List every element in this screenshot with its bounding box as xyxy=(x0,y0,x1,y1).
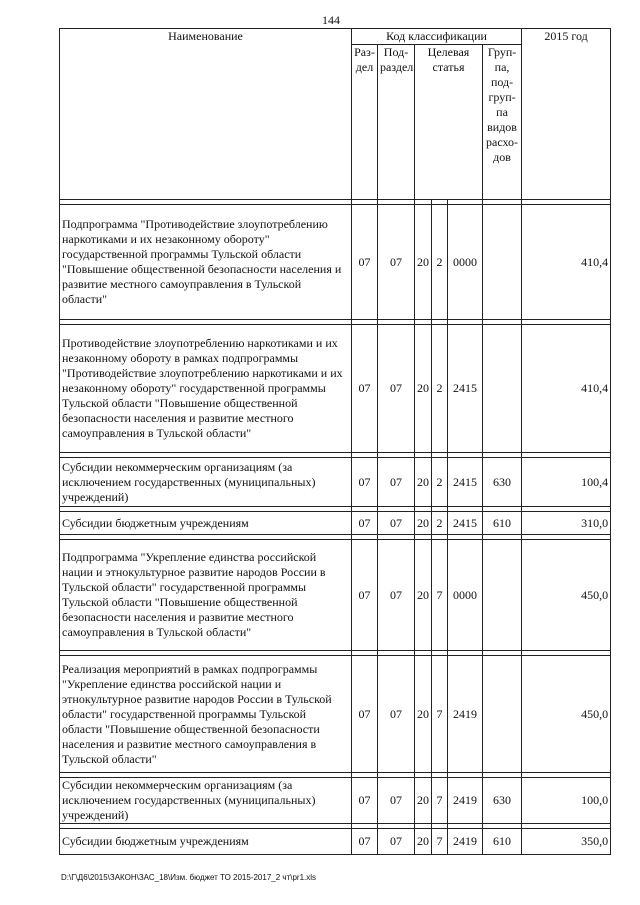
cell-name: Субсидии бюджетным учреждениям xyxy=(60,829,352,855)
header-year: 2015 год xyxy=(522,29,611,200)
cell-target-subprogram: 2 xyxy=(432,458,448,507)
header-section: Раз- дел xyxy=(352,45,378,200)
cell-expense-group xyxy=(483,540,522,651)
cell-subsection: 07 xyxy=(378,325,415,453)
cell-subsection: 07 xyxy=(378,512,415,535)
cell-amount: 100,0 xyxy=(522,778,611,824)
header-name: Наименование xyxy=(60,29,352,200)
cell-expense-group: 630 xyxy=(483,458,522,507)
cell-amount: 310,0 xyxy=(522,512,611,535)
cell-target-subprogram: 7 xyxy=(432,540,448,651)
header-group: Груп- па, под- груп- па видов расхо- дов xyxy=(483,45,522,200)
cell-target-direction: 2419 xyxy=(448,656,483,773)
cell-section: 07 xyxy=(352,656,378,773)
table-row xyxy=(60,512,611,535)
cell-name: Субсидии некоммерческим организациям (за исключением государственных (муниципальных) учреждений) xyxy=(60,778,352,824)
cell-target-program: 20 xyxy=(415,458,432,507)
cell-subsection: 07 xyxy=(378,205,415,320)
cell-expense-group xyxy=(483,656,522,773)
cell-expense-group: 630 xyxy=(483,778,522,824)
budget-table xyxy=(59,28,611,855)
cell-target-direction: 2415 xyxy=(448,325,483,453)
cell-expense-group: 610 xyxy=(483,512,522,535)
cell-name: Подпрограмма "Укрепление единства российской нации и этнокультурное развитие народов России в Тульской области" государственной программы Тульской области "Повышение общественной безопасности населения и развитие местного самоуправления в Тульской области" xyxy=(60,540,352,651)
cell-amount: 350,0 xyxy=(522,829,611,855)
cell-section: 07 xyxy=(352,829,378,855)
cell-section: 07 xyxy=(352,205,378,320)
cell-target-direction: 0000 xyxy=(448,205,483,320)
cell-target-program: 20 xyxy=(415,656,432,773)
cell-target-program: 20 xyxy=(415,205,432,320)
cell-target-direction: 2419 xyxy=(448,778,483,824)
cell-subsection: 07 xyxy=(378,458,415,507)
cell-amount: 450,0 xyxy=(522,540,611,651)
header-row-top xyxy=(60,29,611,45)
cell-expense-group xyxy=(483,205,522,320)
table-row xyxy=(60,656,611,773)
cell-target-program: 20 xyxy=(415,829,432,855)
cell-target-subprogram: 7 xyxy=(432,829,448,855)
cell-target-direction: 2419 xyxy=(448,829,483,855)
header-subsection: Под- раздел xyxy=(378,45,415,200)
cell-section: 07 xyxy=(352,512,378,535)
table-row xyxy=(60,458,611,507)
table-row xyxy=(60,540,611,651)
cell-name: Субсидии некоммерческим организациям (за исключением государственных (муниципальных) учреждений) xyxy=(60,458,352,507)
cell-subsection: 07 xyxy=(378,656,415,773)
cell-target-subprogram: 2 xyxy=(432,512,448,535)
cell-target-direction: 2415 xyxy=(448,512,483,535)
cell-subsection: 07 xyxy=(378,829,415,855)
cell-expense-group xyxy=(483,325,522,453)
cell-target-program: 20 xyxy=(415,778,432,824)
cell-target-direction: 2415 xyxy=(448,458,483,507)
cell-target-program: 20 xyxy=(415,512,432,535)
cell-target-direction: 0000 xyxy=(448,540,483,651)
table-row xyxy=(60,325,611,453)
cell-section: 07 xyxy=(352,458,378,507)
cell-amount: 100,4 xyxy=(522,458,611,507)
cell-target-program: 20 xyxy=(415,540,432,651)
cell-target-subprogram: 7 xyxy=(432,778,448,824)
table-body xyxy=(60,200,611,855)
cell-section: 07 xyxy=(352,778,378,824)
cell-target-subprogram: 7 xyxy=(432,656,448,773)
header-target-article: Целевая статья xyxy=(415,45,483,200)
cell-subsection: 07 xyxy=(378,540,415,651)
cell-subsection: 07 xyxy=(378,778,415,824)
cell-section: 07 xyxy=(352,540,378,651)
cell-section: 07 xyxy=(352,325,378,453)
cell-name: Подпрограмма "Противодействие злоупотреблению наркотиками и их незаконному обороту" государственной программы Тульской области "Повышение общественной безопасности населения и развитие местного самоуправления в Тульской области" xyxy=(60,205,352,320)
cell-name: Субсидии бюджетным учреждениям xyxy=(60,512,352,535)
cell-amount: 450,0 xyxy=(522,656,611,773)
table-row xyxy=(60,778,611,824)
page-number: 144 xyxy=(322,13,340,27)
file-path-footer: D:\Г\Д6\2015\ЗАКОН\ЗАС_18\Изм. бюджет ТО 2015-2017_2 чт\pr1.xls xyxy=(61,873,317,882)
cell-target-subprogram: 2 xyxy=(432,325,448,453)
table-row xyxy=(60,205,611,320)
cell-target-subprogram: 2 xyxy=(432,205,448,320)
header-classification-code: Код классификации xyxy=(352,29,522,45)
cell-amount: 410,4 xyxy=(522,205,611,320)
table-row xyxy=(60,829,611,855)
cell-target-program: 20 xyxy=(415,325,432,453)
cell-expense-group: 610 xyxy=(483,829,522,855)
cell-name: Реализация мероприятий в рамках подпрограммы "Укрепление единства российской нации и этнокультурное развитие народов России в Тульской области" государственной программы Тульской области "Повышение общественной безопасности населения и развитие местного самоуправления в Тульской области" xyxy=(60,656,352,773)
cell-name: Противодействие злоупотреблению наркотиками и их незаконному обороту в рамках подпрограммы "Противодействие злоупотреблению наркотиками и их незаконному обороту" государственной программы Тульской области "Повышение общественной безопасности населения и развитие местного самоуправления в Тульской области" xyxy=(60,325,352,453)
cell-amount: 410,4 xyxy=(522,325,611,453)
